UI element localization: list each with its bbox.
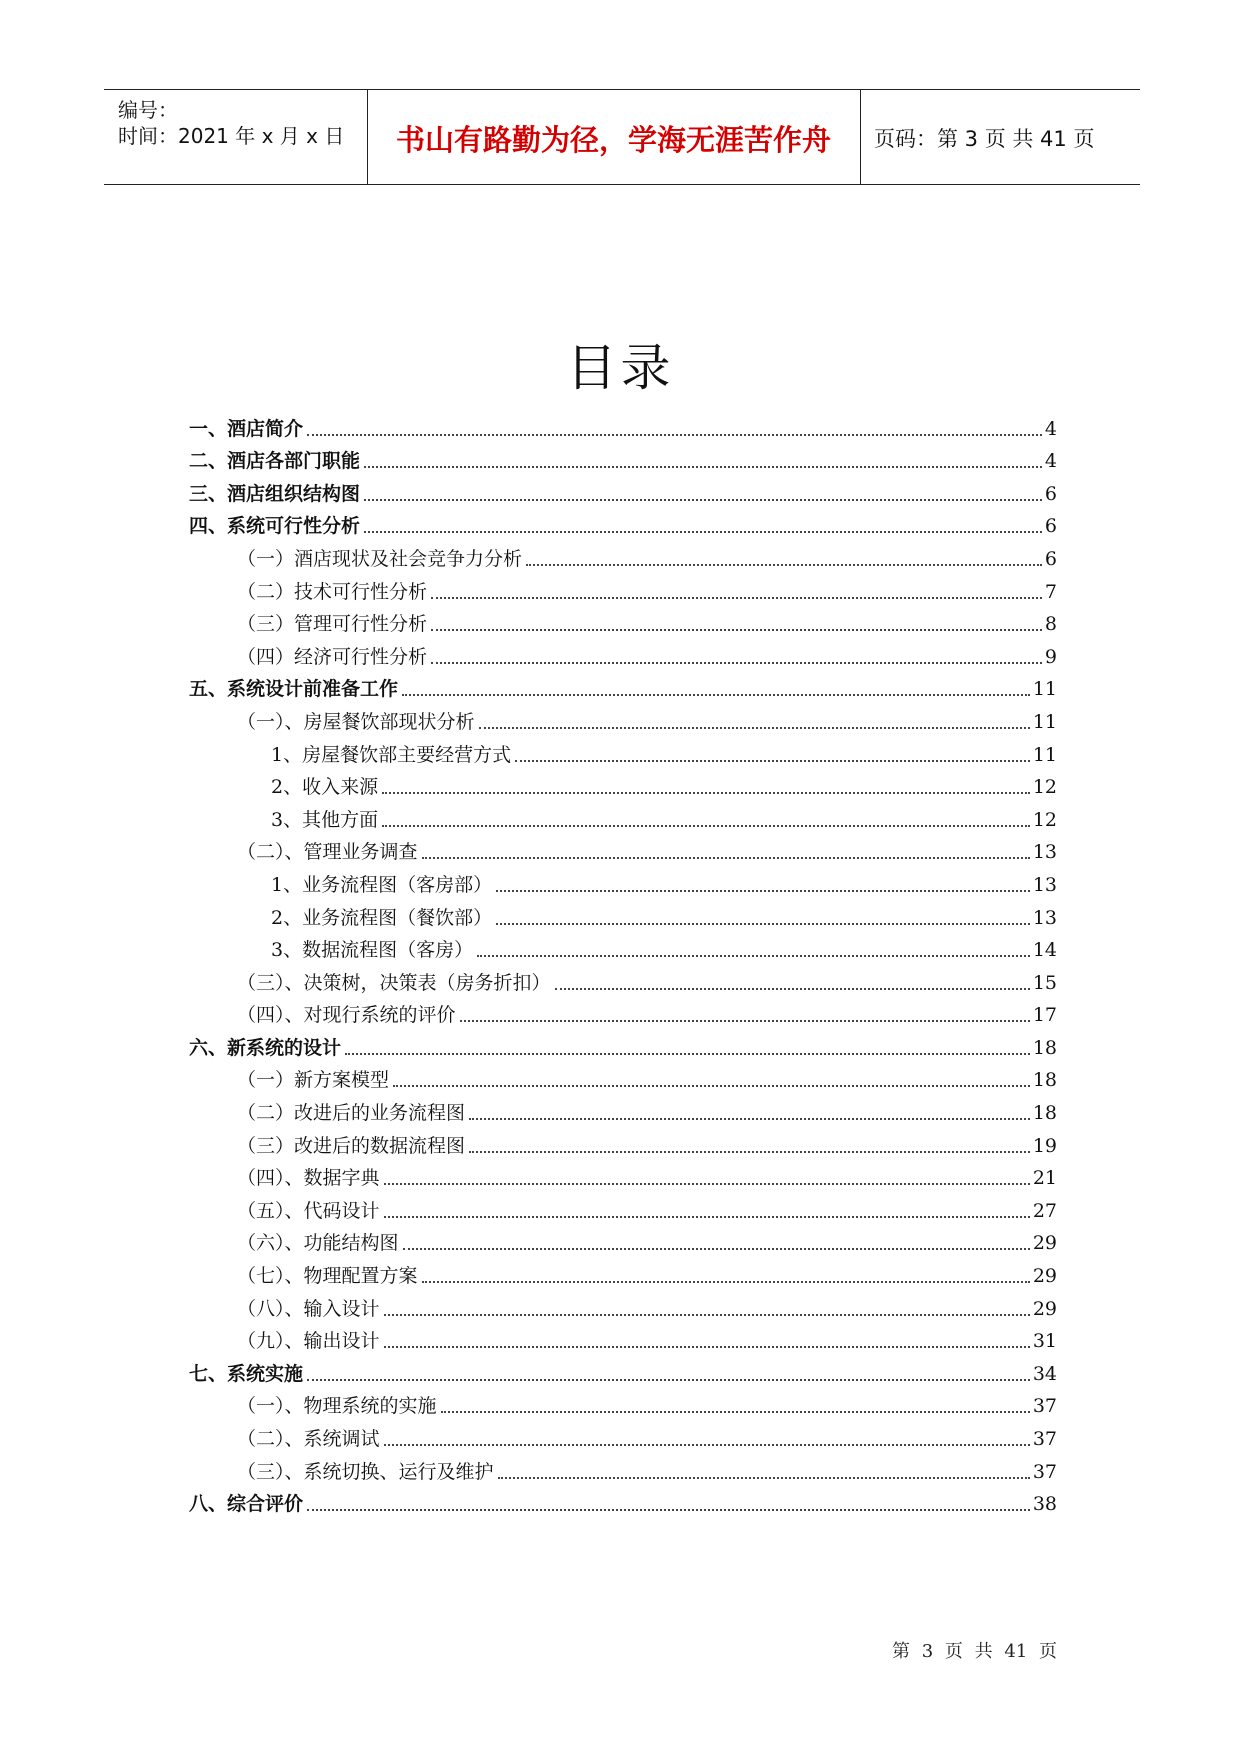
toc-entry-page: 6 — [1044, 515, 1057, 538]
toc-entry-title: （一）、物理系统的实施 — [237, 1395, 437, 1418]
toc-entry-title: （三）改进后的数据流程图 — [237, 1134, 466, 1157]
toc-entry[interactable] — [189, 930, 1057, 963]
header-motto-cell — [367, 90, 861, 184]
toc-dot-leader — [307, 1379, 1030, 1381]
toc-entry[interactable] — [189, 408, 1057, 441]
toc-entry[interactable] — [189, 864, 1057, 897]
toc-title: 目录 — [566, 339, 675, 397]
toc-dot-leader — [382, 825, 1030, 827]
toc-dot-leader — [364, 499, 1042, 501]
toc-entry-page: 38 — [1032, 1493, 1057, 1516]
toc-dot-leader — [515, 760, 1030, 762]
toc-entry-title: 八、综合评价 — [189, 1493, 304, 1516]
toc-entry[interactable] — [189, 962, 1057, 995]
toc-dot-leader — [498, 1477, 1030, 1479]
toc-entry-title: 2、收入来源 — [271, 776, 379, 799]
toc-dot-leader — [393, 1085, 1030, 1087]
toc-entry-page: 15 — [1032, 971, 1057, 994]
toc-entry-page: 37 — [1032, 1460, 1057, 1483]
toc-entry-title: （二）技术可行性分析 — [237, 580, 428, 603]
toc-entry-page: 7 — [1044, 580, 1057, 603]
toc-entry-title: （一）新方案模型 — [237, 1069, 390, 1092]
toc-entry[interactable] — [189, 1125, 1057, 1158]
toc-entry-title: 三、酒店组织结构图 — [189, 482, 361, 505]
toc-dot-leader — [431, 629, 1042, 631]
toc-dot-leader — [307, 1509, 1030, 1511]
toc-entry-page: 13 — [1032, 873, 1057, 896]
toc-dot-leader — [307, 434, 1042, 436]
toc-entry[interactable] — [189, 538, 1057, 571]
toc-entry[interactable] — [189, 1353, 1057, 1386]
toc-dot-leader — [402, 694, 1030, 696]
toc-entry[interactable] — [189, 832, 1057, 865]
toc-dot-leader — [364, 531, 1042, 533]
header-info-cell — [104, 90, 368, 184]
toc-entry[interactable] — [189, 1451, 1057, 1484]
toc-entry-title: （四）、对现行系统的评价 — [237, 1004, 456, 1027]
toc-dot-leader — [384, 1183, 1030, 1185]
toc-dot-leader — [441, 1411, 1030, 1413]
toc-entry-title: （三）、决策树，决策表（房务折扣） — [237, 971, 551, 994]
header-page-code: 页码：第 3 页 共 41 页 — [874, 127, 1095, 151]
toc-entry-title: （二）、管理业务调查 — [237, 841, 418, 864]
toc-entry-title: 二、酒店各部门职能 — [189, 450, 361, 473]
toc-dot-leader — [431, 662, 1042, 664]
toc-entry-page: 6 — [1044, 482, 1057, 505]
toc-entry-title: （一）酒店现状及社会竞争力分析 — [237, 547, 523, 570]
toc-entry-page: 4 — [1044, 417, 1057, 440]
toc-entry[interactable] — [189, 799, 1057, 832]
toc-entry[interactable] — [189, 669, 1057, 702]
toc-dot-leader — [422, 1281, 1030, 1283]
toc-entry-page: 12 — [1032, 808, 1057, 831]
toc-entry[interactable] — [189, 1060, 1057, 1093]
toc-entry[interactable] — [189, 506, 1057, 539]
toc-dot-leader — [384, 1346, 1030, 1348]
toc-dot-leader — [422, 857, 1030, 859]
toc-entry[interactable] — [189, 701, 1057, 734]
toc-entry-title: （七）、物理配置方案 — [237, 1265, 418, 1288]
toc-entry-title: 3、其他方面 — [271, 808, 379, 831]
toc-dot-leader — [384, 1216, 1030, 1218]
toc-entry-title: （一）、房屋餐饮部现状分析 — [237, 710, 475, 733]
toc-dot-leader — [477, 955, 1030, 957]
toc-entry-page: 27 — [1032, 1199, 1057, 1222]
toc-dot-leader — [526, 564, 1042, 566]
toc-entry-page: 14 — [1032, 939, 1057, 962]
toc-entry[interactable] — [189, 636, 1057, 669]
toc-entry-page: 37 — [1032, 1395, 1057, 1418]
toc-entry-title: 五、系统设计前准备工作 — [189, 678, 399, 701]
toc-dot-leader — [496, 923, 1030, 925]
toc-dot-leader — [403, 1248, 1030, 1250]
toc-dot-leader — [469, 1118, 1030, 1120]
toc-entry-title: （四）、数据字典 — [237, 1167, 380, 1190]
toc-dot-leader — [555, 988, 1030, 990]
toc-dot-leader — [469, 1151, 1030, 1153]
toc-entry-page: 18 — [1032, 1036, 1057, 1059]
toc-entry[interactable] — [189, 473, 1057, 506]
toc-entry-page: 21 — [1032, 1167, 1057, 1190]
toc-entry-title: （八）、输入设计 — [237, 1297, 380, 1320]
toc-entry-title: 1、业务流程图（客房部） — [271, 873, 493, 896]
toc-entry[interactable] — [189, 995, 1057, 1028]
toc-entry[interactable] — [189, 604, 1057, 637]
toc-entry-page: 18 — [1032, 1069, 1057, 1092]
toc-entry-title: （四）经济可行性分析 — [237, 645, 428, 668]
toc-dot-leader — [479, 727, 1030, 729]
toc-dot-leader — [345, 1053, 1030, 1055]
document-number-label: 编号： — [118, 98, 178, 122]
toc-entry-title: 六、新系统的设计 — [189, 1036, 342, 1059]
toc-entry-page: 13 — [1032, 841, 1057, 864]
toc-entry[interactable] — [189, 441, 1057, 474]
toc-entry-page: 37 — [1032, 1428, 1057, 1450]
toc-entry-title: 一、酒店简介 — [189, 417, 304, 440]
toc-entry[interactable] — [189, 1092, 1057, 1125]
toc-dot-leader — [431, 597, 1042, 599]
toc-entry-page: 31 — [1032, 1330, 1057, 1353]
toc-dot-leader — [382, 792, 1030, 794]
toc-entry[interactable] — [189, 897, 1057, 930]
toc-entry-page: 11 — [1032, 743, 1057, 766]
toc-entry-title: 七、系统实施 — [189, 1362, 304, 1385]
toc-entry-page: 29 — [1032, 1265, 1057, 1288]
toc-entry-title: 2、业务流程图（餐饮部） — [271, 906, 493, 929]
header-motto: 书山有路勤为径，学海无涯苦作舟 — [395, 123, 831, 157]
page-footer: 第 3 页 共 41 页 — [892, 1641, 1057, 1662]
toc-entry-page: 29 — [1032, 1232, 1057, 1255]
toc-entry-title: （三）、系统切换、运行及维护 — [237, 1460, 494, 1483]
toc-entry-page: 29 — [1032, 1297, 1057, 1320]
toc-entry-page: 4 — [1044, 450, 1057, 473]
toc-entry-page: 17 — [1032, 1004, 1057, 1027]
toc-entry[interactable] — [189, 1190, 1057, 1223]
toc-entry[interactable] — [189, 1484, 1057, 1517]
toc-entry-title: 3、数据流程图（客房） — [271, 939, 474, 962]
table-of-contents — [189, 408, 1057, 1516]
header-page-cell — [860, 90, 1140, 184]
toc-entry-title: 1、房屋餐饮部主要经营方式 — [271, 743, 512, 766]
toc-entry[interactable] — [189, 734, 1057, 767]
toc-entry-page: 11 — [1032, 678, 1057, 701]
toc-entry-title: 四、系统可行性分析 — [189, 515, 361, 538]
toc-entry-page: 9 — [1044, 645, 1057, 668]
toc-entry[interactable] — [189, 1386, 1057, 1419]
toc-dot-leader — [460, 1020, 1030, 1022]
toc-entry[interactable] — [189, 571, 1057, 604]
toc-entry-title: （二）、系统调试 — [237, 1428, 380, 1450]
toc-dot-leader — [496, 890, 1030, 892]
toc-entry-page: 11 — [1032, 710, 1057, 733]
toc-entry-page: 18 — [1032, 1102, 1057, 1125]
toc-entry[interactable] — [189, 1288, 1057, 1321]
toc-entry[interactable] — [189, 1321, 1057, 1354]
toc-dot-leader — [384, 1314, 1030, 1316]
toc-entry-page: 6 — [1044, 547, 1057, 570]
document-header — [104, 89, 1140, 185]
toc-entry-page: 34 — [1032, 1362, 1057, 1385]
toc-entry[interactable] — [189, 767, 1057, 800]
toc-entry-title: （二）改进后的业务流程图 — [237, 1102, 466, 1125]
toc-entry-page: 12 — [1032, 776, 1057, 799]
toc-entry-title: （六）、功能结构图 — [237, 1232, 399, 1255]
document-time-label: 时间：2021 年 x 月 x 日 — [118, 124, 345, 148]
toc-dot-leader — [384, 1444, 1030, 1446]
toc-entry[interactable] — [189, 1255, 1057, 1288]
toc-entry[interactable] — [189, 1027, 1057, 1060]
toc-entry[interactable] — [189, 1418, 1057, 1451]
toc-entry[interactable] — [189, 1223, 1057, 1256]
toc-entry-page: 19 — [1032, 1134, 1057, 1157]
toc-entry[interactable] — [189, 1158, 1057, 1191]
toc-entry-title: （九）、输出设计 — [237, 1330, 380, 1353]
toc-entry-title: （三）管理可行性分析 — [237, 613, 428, 636]
toc-entry-title: （五）、代码设计 — [237, 1199, 380, 1222]
toc-entry-page: 8 — [1044, 613, 1057, 636]
toc-entry-page: 13 — [1032, 906, 1057, 929]
toc-dot-leader — [364, 466, 1042, 468]
